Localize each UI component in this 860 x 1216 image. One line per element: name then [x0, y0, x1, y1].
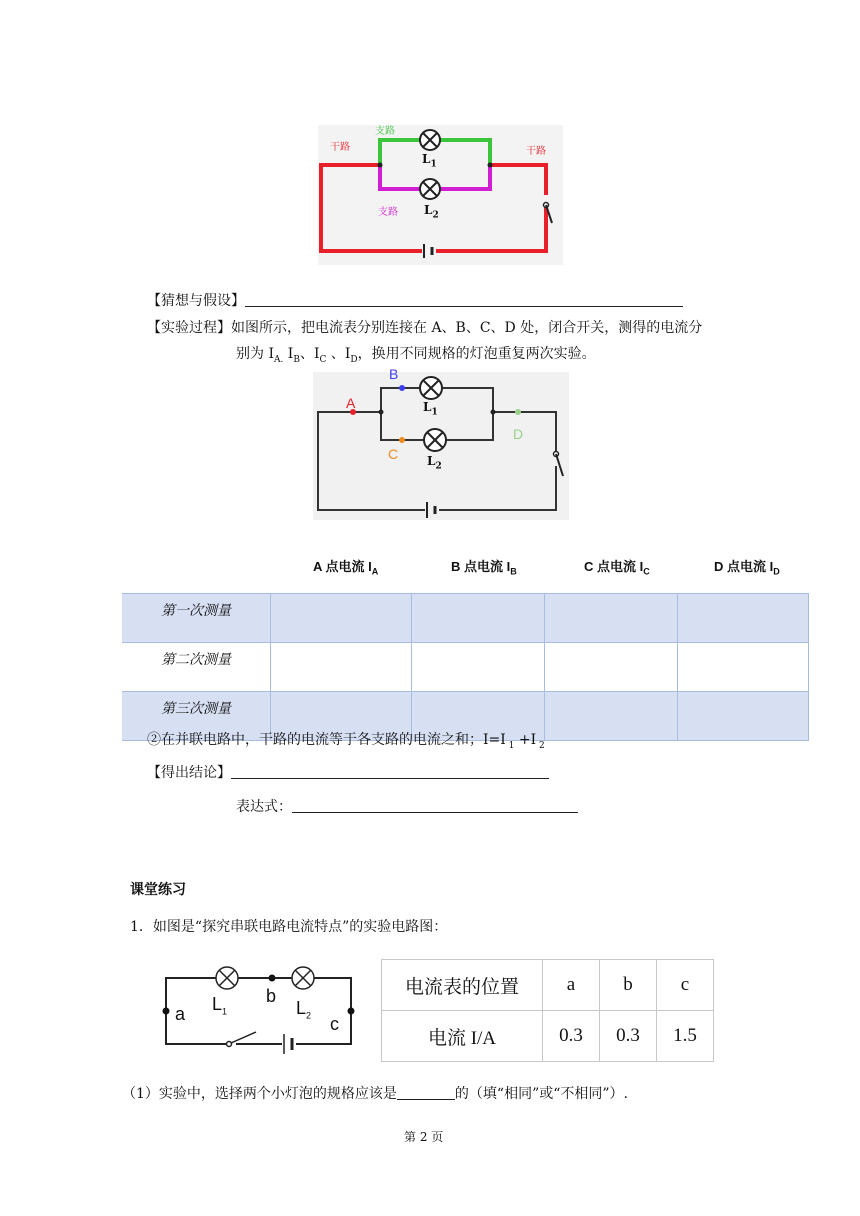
label-branch-bottom: 支路	[378, 207, 398, 218]
expression-label: 表达式：	[236, 799, 292, 815]
table-cell[interactable]	[678, 594, 809, 643]
hypothesis-label: 【猜想与假设】	[147, 293, 245, 309]
question-1-1: （1）实验中，选择两个小灯泡的规格应该是 的（填“相同”或“不相同”）.	[122, 1086, 628, 1102]
table-row	[122, 594, 809, 643]
procedure-text1: 如图所示，把电流表分别连接在 A、B、C、D 处，闭合开关，测得的电流分	[231, 320, 703, 336]
table-cell[interactable]	[545, 692, 678, 741]
table-cell: 电流表的位置	[382, 960, 543, 1011]
header-b: B 点电流 $I_B$	[451, 559, 517, 577]
expression-blank[interactable]	[292, 798, 578, 813]
conclusion-note: ②在并联电路中，干路的电流等于各支路的电流之和；I=I $_1$ +I $_2$	[147, 732, 545, 751]
lamp2-icon	[292, 967, 314, 989]
series-circuit-diagram	[158, 958, 358, 1058]
lamp2-icon	[424, 429, 446, 451]
lamp1-icon	[216, 967, 238, 989]
point-c-dot	[348, 1008, 355, 1015]
battery-icon	[422, 244, 436, 258]
table-cell: 1.5	[657, 1011, 714, 1062]
table-row	[382, 960, 714, 1011]
point-b-label: B	[389, 366, 399, 382]
lamp1-label: $L_1$	[212, 994, 228, 1017]
figure-measure-points	[313, 366, 569, 520]
lamp1-label: $L_1$	[422, 152, 437, 170]
table-cell[interactable]	[678, 643, 809, 692]
point-b-dot	[399, 385, 405, 391]
table-cell: a	[543, 960, 600, 1011]
table-cell[interactable]	[545, 643, 678, 692]
point-a-label: a	[175, 1004, 186, 1024]
table-cell[interactable]	[678, 692, 809, 741]
table-cell: 0.3	[543, 1011, 600, 1062]
expression-line	[236, 796, 578, 816]
table-cell[interactable]	[271, 643, 412, 692]
lamp2-label: $L_2$	[296, 998, 312, 1021]
procedure-line2: 别为 $I_{A.}$ $I_B$、$I_C$ 、$I_D$，换用不同规格的灯泡重复两次实验。	[236, 346, 596, 365]
table-cell[interactable]	[412, 643, 545, 692]
point-b-label: b	[266, 986, 277, 1006]
point-d-dot	[515, 409, 521, 415]
lamp1-label: $L_1$	[423, 400, 438, 418]
table-cell: b	[600, 960, 657, 1011]
answer-blank[interactable]	[397, 1085, 455, 1100]
table-cell: 0.3	[600, 1011, 657, 1062]
lamp2-label: $L_2$	[424, 203, 439, 221]
row-label: 第一次测量	[122, 594, 271, 643]
procedure-line1	[147, 317, 702, 337]
point-d-label: D	[513, 426, 524, 442]
conclusion-blank[interactable]	[231, 764, 549, 779]
label-trunk-left: 干路	[330, 142, 350, 153]
label-trunk-right: 干路	[526, 146, 546, 157]
lamp2-icon	[420, 179, 440, 199]
figure-series-circuit	[158, 958, 358, 1058]
conclusion-line	[147, 762, 549, 782]
table-cell[interactable]	[412, 594, 545, 643]
lamp2-label: $L_2$	[427, 454, 442, 472]
table-cell[interactable]	[545, 594, 678, 643]
practice-heading: 课堂练习	[130, 881, 186, 897]
point-c-dot	[399, 437, 405, 443]
hypothesis-line	[147, 290, 683, 310]
table-cell: c	[657, 960, 714, 1011]
procedure-label: 【实验过程】	[147, 320, 231, 336]
lamp1-icon	[420, 377, 442, 399]
label-branch-top: 支路	[375, 126, 395, 137]
current-table	[381, 959, 714, 1062]
hypothesis-blank[interactable]	[245, 292, 683, 307]
row-label: 第二次测量	[122, 643, 271, 692]
header-c: C 点电流 $I_C$	[584, 559, 650, 577]
header-a: A 点电流 $I_A$	[313, 559, 379, 577]
table-cell: 电流 I/A	[382, 1011, 543, 1062]
conclusion-label: 【得出结论】	[147, 765, 231, 781]
figure-parallel-circuit	[318, 125, 563, 265]
table-cell[interactable]	[271, 594, 412, 643]
battery-icon	[425, 502, 439, 518]
question-1: 1．如图是“探究串联电路电流特点”的实验电路图：	[130, 919, 448, 935]
battery-icon	[282, 1034, 296, 1054]
point-a-label: A	[346, 395, 356, 411]
switch-icon	[552, 452, 563, 477]
row-label: 第三次测量	[122, 692, 271, 741]
measurement-table	[122, 593, 809, 741]
table-row	[382, 1011, 714, 1062]
lamp1-icon	[420, 130, 440, 150]
point-a-dot	[163, 1008, 170, 1015]
header-d: D 点电流 $I_D$	[714, 559, 780, 577]
page-number: 第 2 页	[404, 1130, 444, 1144]
point-b-dot	[269, 975, 276, 982]
point-c-label: C	[388, 446, 399, 462]
table-row	[122, 643, 809, 692]
point-c-label: c	[330, 1014, 339, 1034]
trunk-wire-right	[490, 165, 546, 197]
